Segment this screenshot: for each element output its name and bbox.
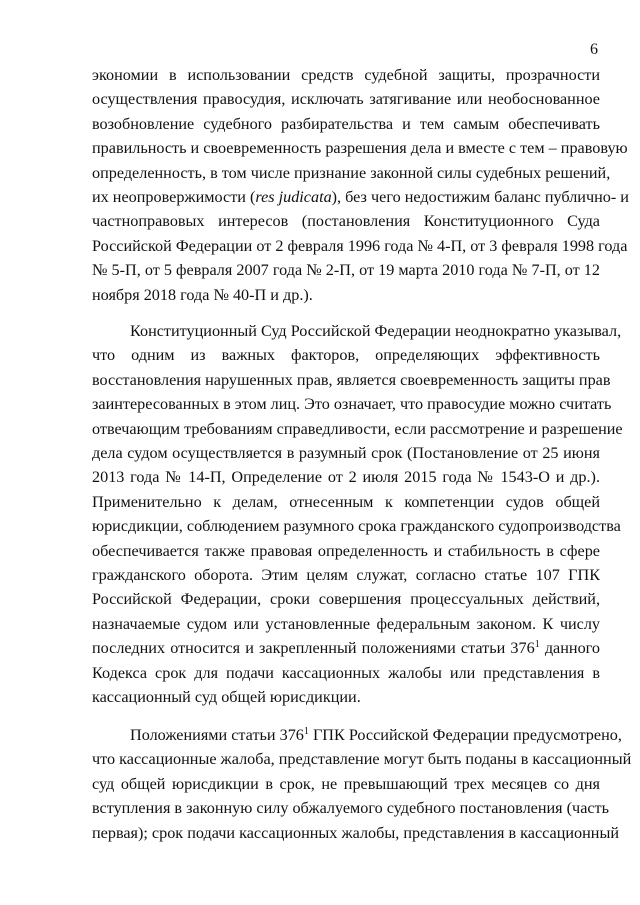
paragraph-2-line-14: [92, 636, 600, 660]
paragraph-2-line-3: восстановления нарушенных прав, является своевременность защиты прав: [92, 370, 611, 389]
paragraph-3-line-4: вступления в законную силу обжалуемого судебного постановления (часть: [92, 799, 610, 818]
article-superscript: 1: [303, 726, 309, 737]
paragraph-2-line-11: гражданского оборота. Этим целям служат, согласно статье 107 ГПК: [92, 566, 600, 584]
paragraph-2-line-6: дела судом осуществляется в разумный срок (Постановление от 25 июня: [92, 444, 600, 462]
text-run: ), без чего недостижим баланс публично- и: [331, 188, 629, 206]
paragraph-3-line-5: первая); срок подачи кассационных жалобы, представления в кассационный: [92, 823, 619, 842]
text-run: их неопровержимости (: [92, 188, 256, 206]
text-run: данного: [539, 639, 600, 658]
paragraph-1-line-3: возобновление судебного разбирательства и тем самым обеспечивать: [92, 114, 600, 133]
paragraph-1-line-8: Российской Федерации от 2 февраля 1996 года № 4-П, от 3 февраля 1998 года: [92, 236, 628, 255]
paragraph-1-line-7: частноправовых интересов (постановления Конституционного Суда: [92, 212, 600, 231]
paragraph-3-line-2: что кассационные жалоба, представление могут быть поданы в кассационный: [92, 750, 632, 769]
text-run: последних относится и закрепленный положениями статьи 376: [92, 639, 535, 658]
paragraph-1-line-1: экономии в использовании средств судебной защиты, прозрачности: [92, 66, 600, 84]
paragraph-2-line-10: обеспечивается также правовая определенность и стабильность в сфере: [92, 541, 600, 560]
paragraph-1-line-4: правильность и своевременность разрешения дела и вместе с тем – правовую: [92, 139, 628, 158]
text-run: ГПК Российской Федерации предусмотрено,: [308, 726, 622, 744]
paragraph-1-line-2: осуществления правосудия, исключать затягивание или необоснованное: [92, 90, 600, 109]
article-superscript: 1: [534, 639, 540, 651]
paragraph-2-line-9: юрисдикции, соблюдением разумного срока гражданского судопроизводства: [92, 517, 621, 536]
paragraph-2-line-5: отвечающим требованиям справедливости, если рассмотрение и разрешение: [92, 419, 623, 438]
text-run: Положениями статьи 376: [130, 726, 304, 744]
paragraph-2-line-4: заинтересованных в этом лиц. Это означает, что правосудие можно считать: [92, 395, 612, 414]
paragraph-1-line-9: № 5-П, от 5 февраля 2007 года № 2-П, от 19 марта 2010 года № 7-П, от 12: [92, 261, 600, 280]
paragraph-1-line-5: определенность, в том числе признание законной силы судебных решений,: [92, 163, 611, 182]
paragraph-3-line-1: [130, 723, 622, 747]
paragraph-1-line-10: ноября 2018 года № 40-П и др.).: [92, 285, 313, 304]
paragraph-2-line-2: что одним из важных факторов, определяющих эффективность: [92, 346, 600, 365]
paragraph-2-line-15: Кодекса срок для подачи кассационных жалобы или представления в: [92, 663, 600, 682]
page-number: 6: [590, 41, 598, 58]
paragraph-2-line-16: кассационный суд общей юрисдикции.: [92, 688, 361, 706]
paragraph-2-line-7: 2013 года № 14-П, Определение от 2 июля 2015 года № 1543-О и др.).: [92, 468, 600, 487]
paragraph-2-line-8: Применительно к делам, отнесенным к компетенции судов общей: [92, 492, 600, 511]
paragraph-2-line-13: назначаемые судом или установленные федеральным законом. К числу: [92, 614, 600, 633]
paragraph-2-line-12: Российской Федерации, сроки совершения процессуальных действий,: [92, 590, 600, 609]
paragraph-1-line-6: [92, 185, 629, 209]
latin-term: res judicata: [255, 188, 332, 206]
paragraph-3-line-3: суд общей юрисдикции в срок, не превышающий трех месяцев со дня: [92, 774, 600, 793]
paragraph-2-line-1: Конституционный Суд Российской Федерации неоднократно указывал,: [130, 322, 622, 340]
